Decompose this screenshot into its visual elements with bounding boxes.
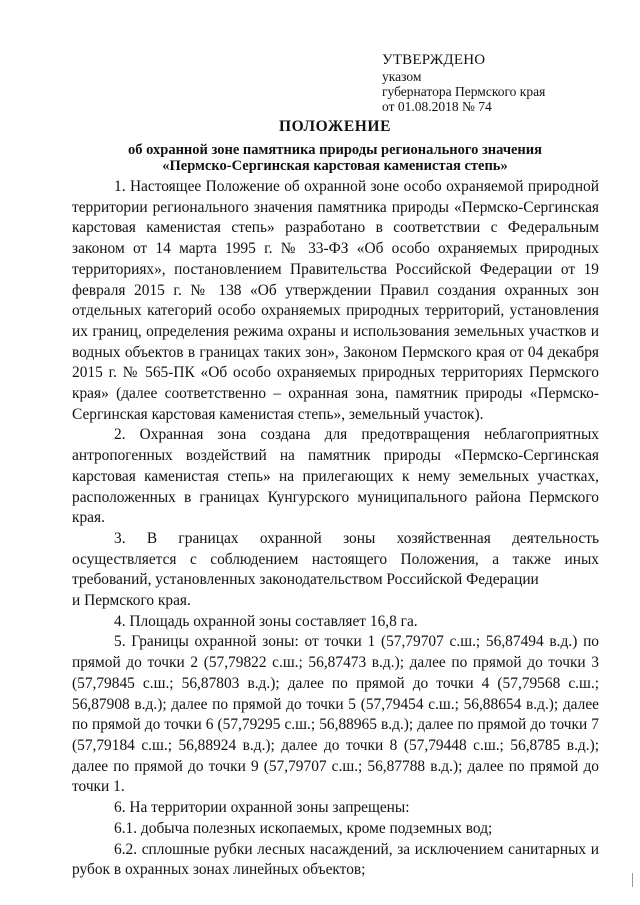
approval-line-3: от 01.08.2018 № 74 bbox=[382, 99, 492, 114]
title-subtitle-1: об охранной зоне памятника природы регионального значения bbox=[128, 142, 542, 158]
approval-line-2: губернатора Пермского края bbox=[382, 84, 546, 99]
paragraph-6-2: 6.2. сплошные рубки лесных насаждений, за исключением санитарных и рубок в охранных зонах линейных объектов; bbox=[72, 840, 599, 879]
paragraph-4: 4. Площадь охранной зоны составляет 16,8 га. bbox=[114, 612, 418, 630]
title-subtitle-2: «Пермско-Сергинская карстовая каменистая степь» bbox=[162, 158, 508, 174]
approval-heading: УТВЕРЖДЕНО bbox=[382, 52, 486, 68]
approval-stamp bbox=[382, 52, 545, 114]
document-title bbox=[70, 118, 600, 174]
paragraph-6: 6. На территории охранной зоны запрещены: bbox=[114, 799, 410, 817]
approval-line-1: указом bbox=[382, 69, 422, 84]
paragraph-1: 1. Настоящее Положение об охранной зоне особо охраняемой природной территории регионального значения памятника природы «Пермско-Сергинская карстовая каменистая степь» разработано в соответствии с Федеральным законом от 14 марта 1995 г. № 33-ФЗ «Об особо охраняемых природных территориях», постановлением Правительства Российской Федерации от 19 февраля 2015 г. № 138 «Об утверждении Правил создания охранных зон отдельных категорий особо охраняемых природных территорий, установления их границ, определения режима охраны и использования земельных участков и водных объектов в границах таких зон», Законом Пермского края от 04 декабря 2015 г. № 565-ПК «Об особо охраняемых природных территориях Пермского края» (далее соответственно – охранная зона, памятник природы «Пермско-Сергинская карстовая каменистая степь», земельный участок). bbox=[72, 178, 599, 423]
scan-edge-mark bbox=[632, 873, 636, 887]
paragraph-3-end: и Пермского края. bbox=[72, 592, 191, 610]
paragraph-5: 5. Границы охранной зоны: от точки 1 (57,79707 с.ш.; 56,87494 в.д.) по прямой до точки 2 (57,79822 с.ш.; 56,87473 в.д.); далее по прямой до точки 3 (57,79845 с.ш.; 56,87803 в.д.); далее по прямой до точки 4 (57,79568 с.ш.; 56,87908 в.д.); далее по прямой до точки 5 (57,79454 с.ш.; 56,88654 в.д.); далее по прямой до точки 6 (57,79295 с.ш.; 56,88965 в.д.); далее по прямой до точки 7 (57,79184 с.ш.; 56,88924 в.д.); далее до точки 8 (57,79448 с.ш.; 56,8785 в.д.); далее по прямой до точки 9 (57,79707 с.ш.; 56,87788 в.д.); далее по прямой до точки 1. bbox=[72, 633, 599, 796]
document-body bbox=[72, 177, 599, 881]
paragraph-2: 2. Охранная зона создана для предотвращения неблагоприятных антропогенных воздействий на памятник природы «Пермско-Сергинская карстовая каменистая степь» на прилегающих к нему земельных участках, расположенных в границах Кунгурского муниципального района Пермского края. bbox=[72, 426, 599, 527]
paragraph-6-1: 6.1. добыча полезных ископаемых, кроме подземных вод; bbox=[114, 819, 493, 837]
title-heading: ПОЛОЖЕНИЕ bbox=[278, 118, 392, 135]
paragraph-3: 3. В границах охранной зоны хозяйственная деятельность осуществляется с соблюдением настоящего Положения, а также иных требований, установленных законодательством Российской Федерации bbox=[72, 529, 599, 589]
